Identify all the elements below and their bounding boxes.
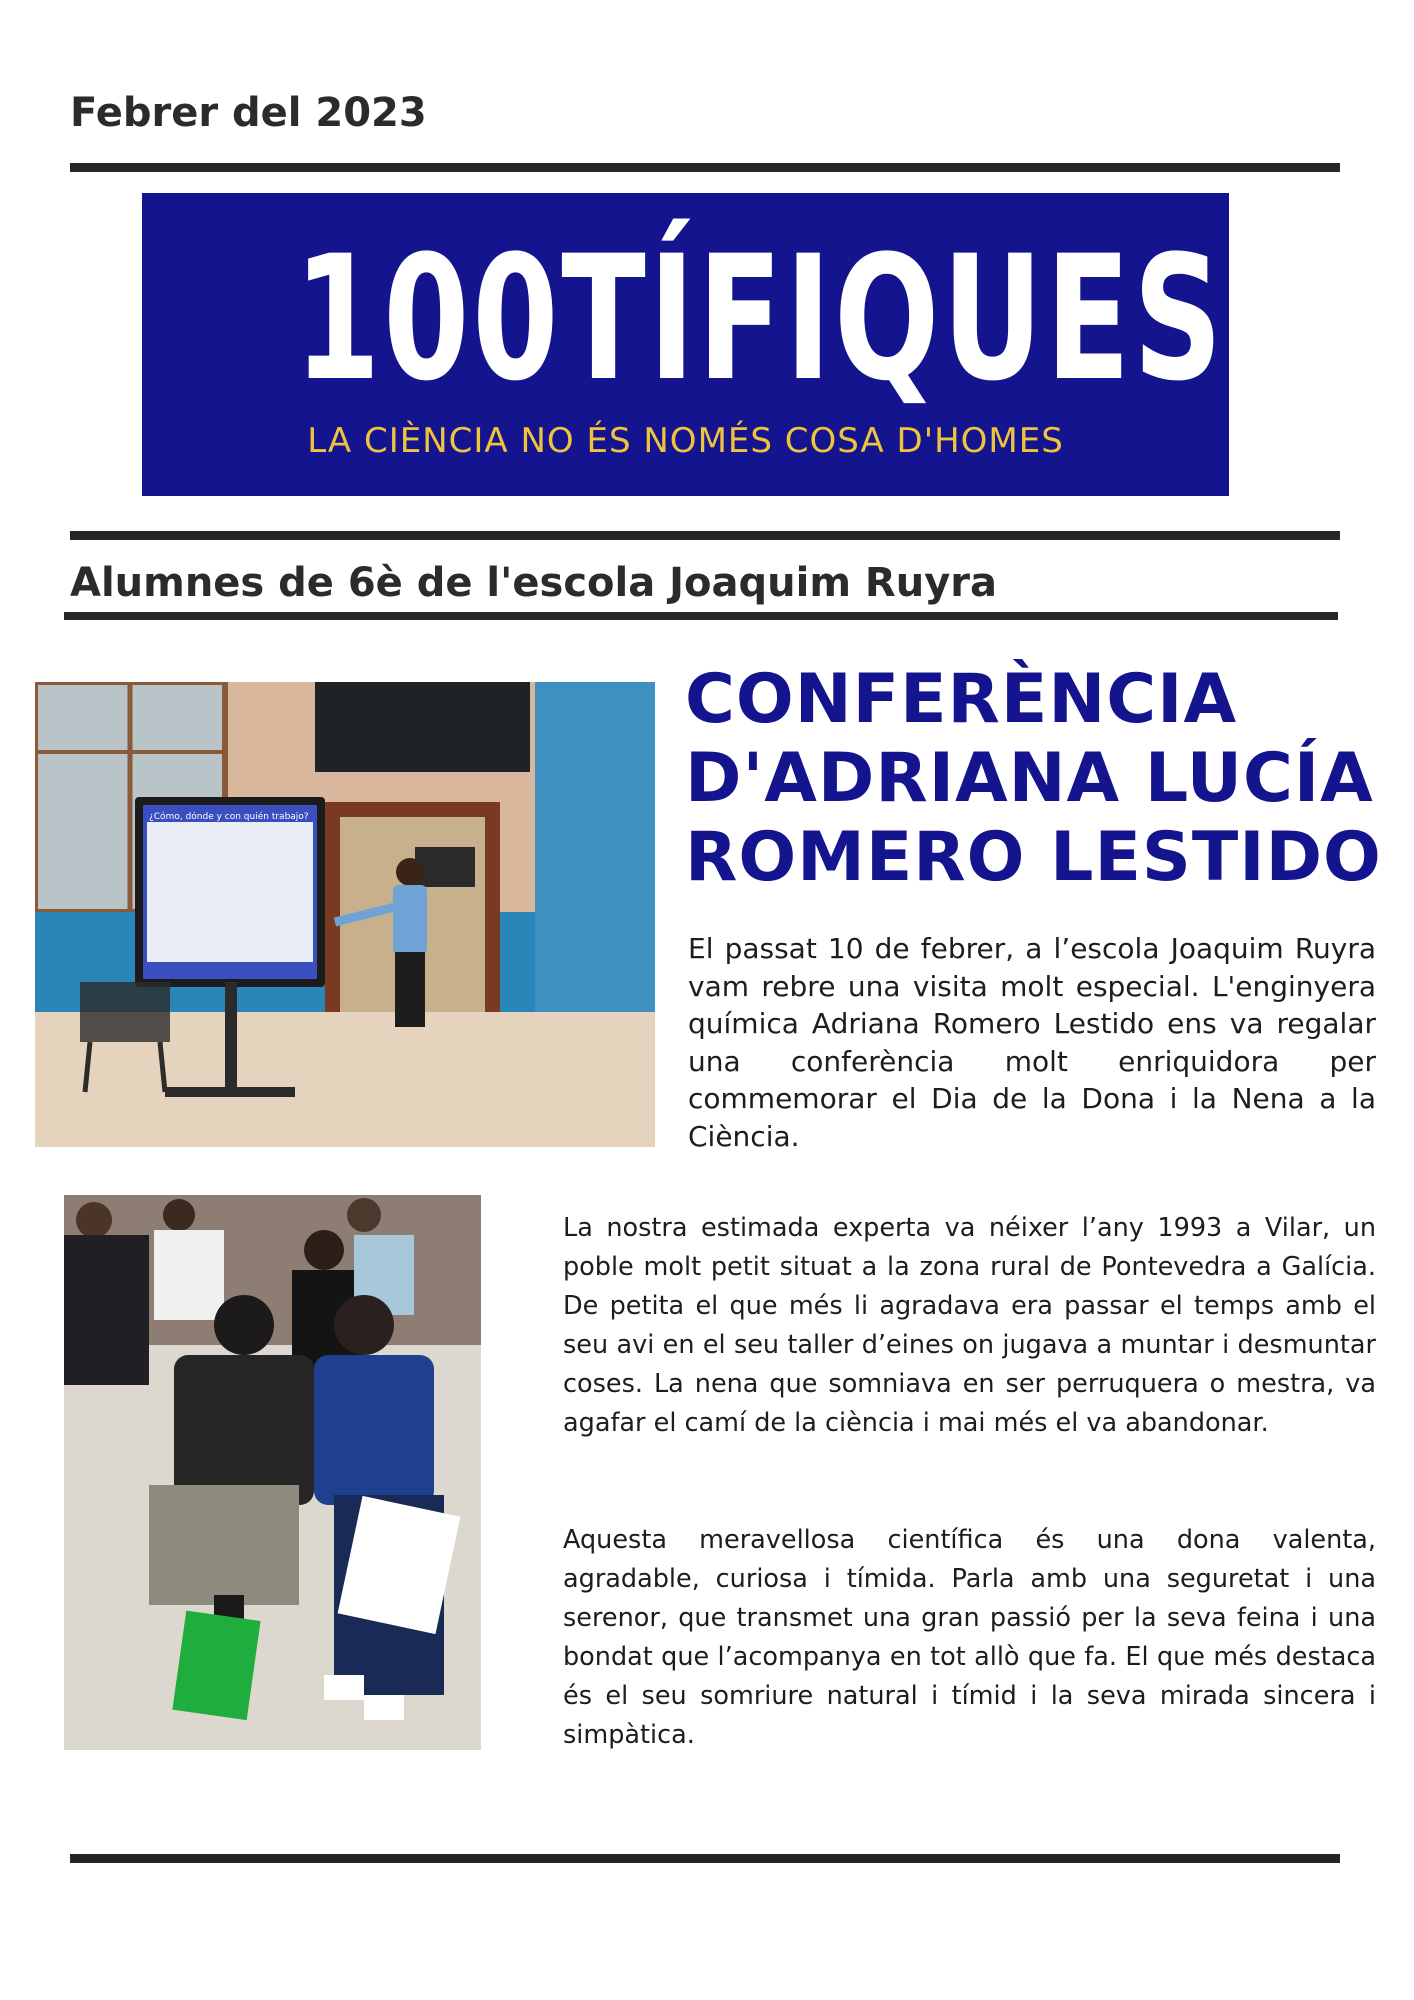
byline-divider — [64, 612, 1338, 620]
bottom-divider — [70, 1854, 1340, 1863]
article-paragraph-2: Aquesta meravellosa científica és una dona valenta, agradable, curiosa i tímida. Parla amb una seguretat i una serenor, que transmet una gran passió per la seva feina i una bondat que l’acompanya en tot allò que fa. El que més destaca és el seu somriure natural i tímid i la seva mirada sincera i simpàtica. — [563, 1525, 1376, 1750]
students-photo — [64, 1195, 481, 1750]
students-photo-illustration — [64, 1195, 481, 1750]
conference-photo — [35, 682, 655, 1147]
masthead-subtitle: LA CIÈNCIA NO ÉS NOMÉS COSA D'HOMES — [307, 421, 1064, 461]
article-headline: CONFERÈNCIA D'ADRIANA LUCÍA ROMERO LESTIDO — [685, 660, 1382, 897]
byline: Alumnes de 6è de l'escola Joaquim Ruyra — [70, 560, 997, 606]
top-divider — [70, 163, 1340, 172]
masthead-banner — [142, 193, 1229, 496]
article-paragraph-1: La nostra estimada experta va néixer l’any 1993 a Vilar, un poble molt petit situat a la zona rural de Pontevedra a Galícia. De petita el que més li agradava era passar el temps amb el seu avi en el seu taller d’eines on jugava a muntar i desmuntar coses. La nena que somniava en ser perruquera o mestra, va agafar el camí de la ciència i mai més el va abandonar. — [563, 1213, 1376, 1438]
screen-slide-title: ¿Cómo, dónde y con quién trabajo? — [149, 812, 309, 822]
masthead-title: 100TÍFIQUES — [294, 218, 1226, 419]
conference-photo-illustration — [35, 682, 655, 1147]
article-lead: El passat 10 de febrer, a l’escola Joaquim Ruyra vam rebre una visita molt especial. L'enginyera química Adriana Romero Lestido ens va regalar una conferència molt enriquidora per commemorar el Dia de la Dona i la Nena a la Ciència. — [688, 932, 1376, 1153]
masthead-divider — [70, 531, 1340, 540]
issue-date: Febrer del 2023 — [70, 90, 427, 136]
